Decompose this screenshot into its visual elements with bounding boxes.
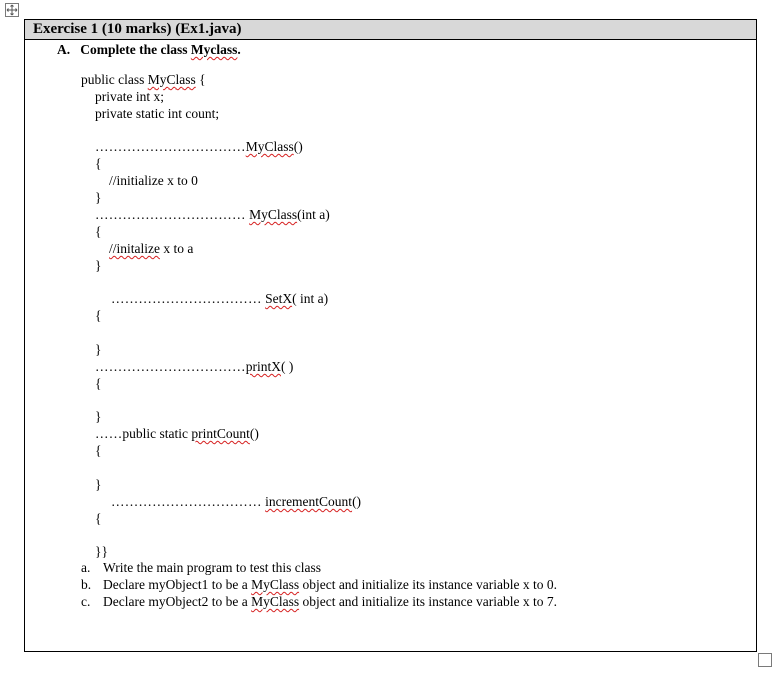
task-b-class-word: MyClass xyxy=(251,577,300,592)
setx-line xyxy=(111,291,328,307)
table-move-handle-icon[interactable] xyxy=(5,3,19,17)
comment-initalize xyxy=(109,241,193,257)
table-resize-handle-icon[interactable] xyxy=(758,653,772,667)
open-brace-1: { xyxy=(95,156,102,171)
part-a-period: . xyxy=(237,42,241,57)
blank-1: …………………………… xyxy=(95,139,246,154)
task-a-marker: a. xyxy=(81,560,91,575)
printcount-params: () xyxy=(249,426,259,441)
blank-4: …………………………… xyxy=(95,359,246,374)
task-c-text-after: object and initialize its instance variable x to 7. xyxy=(299,594,557,609)
open-brace-5: { xyxy=(95,443,102,458)
blank-3: …………………………… xyxy=(111,291,262,306)
close-brace-4: } xyxy=(95,409,102,424)
printx-params: ( ) xyxy=(280,359,294,374)
printcount-prefix: public static xyxy=(122,426,192,441)
blank-6: …………………………… xyxy=(111,494,262,509)
exercise-table xyxy=(24,19,757,652)
field-x: private int x; xyxy=(95,89,164,104)
comment-initalize-word: //initalize xyxy=(109,241,160,256)
field-count: private static int count; xyxy=(95,106,220,121)
task-b xyxy=(81,577,557,593)
class-keyword: public class xyxy=(81,72,148,87)
open-brace-6: { xyxy=(95,511,102,526)
open-brace-3: { xyxy=(95,308,102,323)
task-c-marker: c. xyxy=(81,594,91,609)
ctor-param-name: MyClass xyxy=(249,207,298,222)
exercise-header-row xyxy=(25,20,756,40)
constructor-param-line xyxy=(95,207,330,223)
close-brace-1: } xyxy=(95,190,102,205)
comment-initalize-rest: x to a xyxy=(159,241,194,256)
increment-line xyxy=(111,494,361,510)
final-close-braces: }} xyxy=(95,544,108,559)
task-c-class-word: MyClass xyxy=(251,594,300,609)
part-a-class-word: Myclass xyxy=(190,42,238,57)
ctor-param-params: (int a) xyxy=(297,207,330,222)
task-b-text-before: Declare myObject1 to be a xyxy=(103,577,252,592)
setx-name: SetX xyxy=(265,291,293,306)
part-a-text: Complete the class xyxy=(80,42,191,57)
task-c-text-before: Declare myObject2 to be a xyxy=(103,594,252,609)
increment-name: incrementCount xyxy=(265,494,353,509)
increment-params: () xyxy=(352,494,362,509)
class-name: MyClass xyxy=(147,72,196,87)
exercise-title: Exercise 1 (10 marks) (Ex1.java) xyxy=(33,21,242,37)
printx-name: printX xyxy=(245,359,281,374)
class-open-brace: { xyxy=(195,72,206,87)
close-brace-3: } xyxy=(95,342,102,357)
task-c xyxy=(81,594,557,610)
setx-params: ( int a) xyxy=(292,291,329,306)
open-brace-4: { xyxy=(95,376,102,391)
blank-2: …………………………… xyxy=(95,207,246,222)
close-brace-5: } xyxy=(95,477,102,492)
ctor-default-params: () xyxy=(293,139,303,154)
part-a-prefix: A. xyxy=(57,42,71,57)
task-b-marker: b. xyxy=(81,577,92,592)
printcount-line xyxy=(95,426,259,442)
comment-init-x: //initialize x to 0 xyxy=(109,173,198,188)
printx-line xyxy=(95,359,293,375)
constructor-default-line xyxy=(95,139,303,155)
blank-5: …… xyxy=(95,426,123,441)
close-brace-2: } xyxy=(95,258,102,273)
task-b-text-after: object and initialize its instance variable x to 0. xyxy=(299,577,557,592)
printcount-name: printCount xyxy=(191,426,250,441)
open-brace-2: { xyxy=(95,224,102,239)
class-declaration xyxy=(81,72,206,88)
ctor-default-name: MyClass xyxy=(245,139,294,154)
part-a-heading xyxy=(57,42,241,58)
task-a-text: Write the main program to test this class xyxy=(103,560,322,575)
task-a xyxy=(81,560,321,576)
